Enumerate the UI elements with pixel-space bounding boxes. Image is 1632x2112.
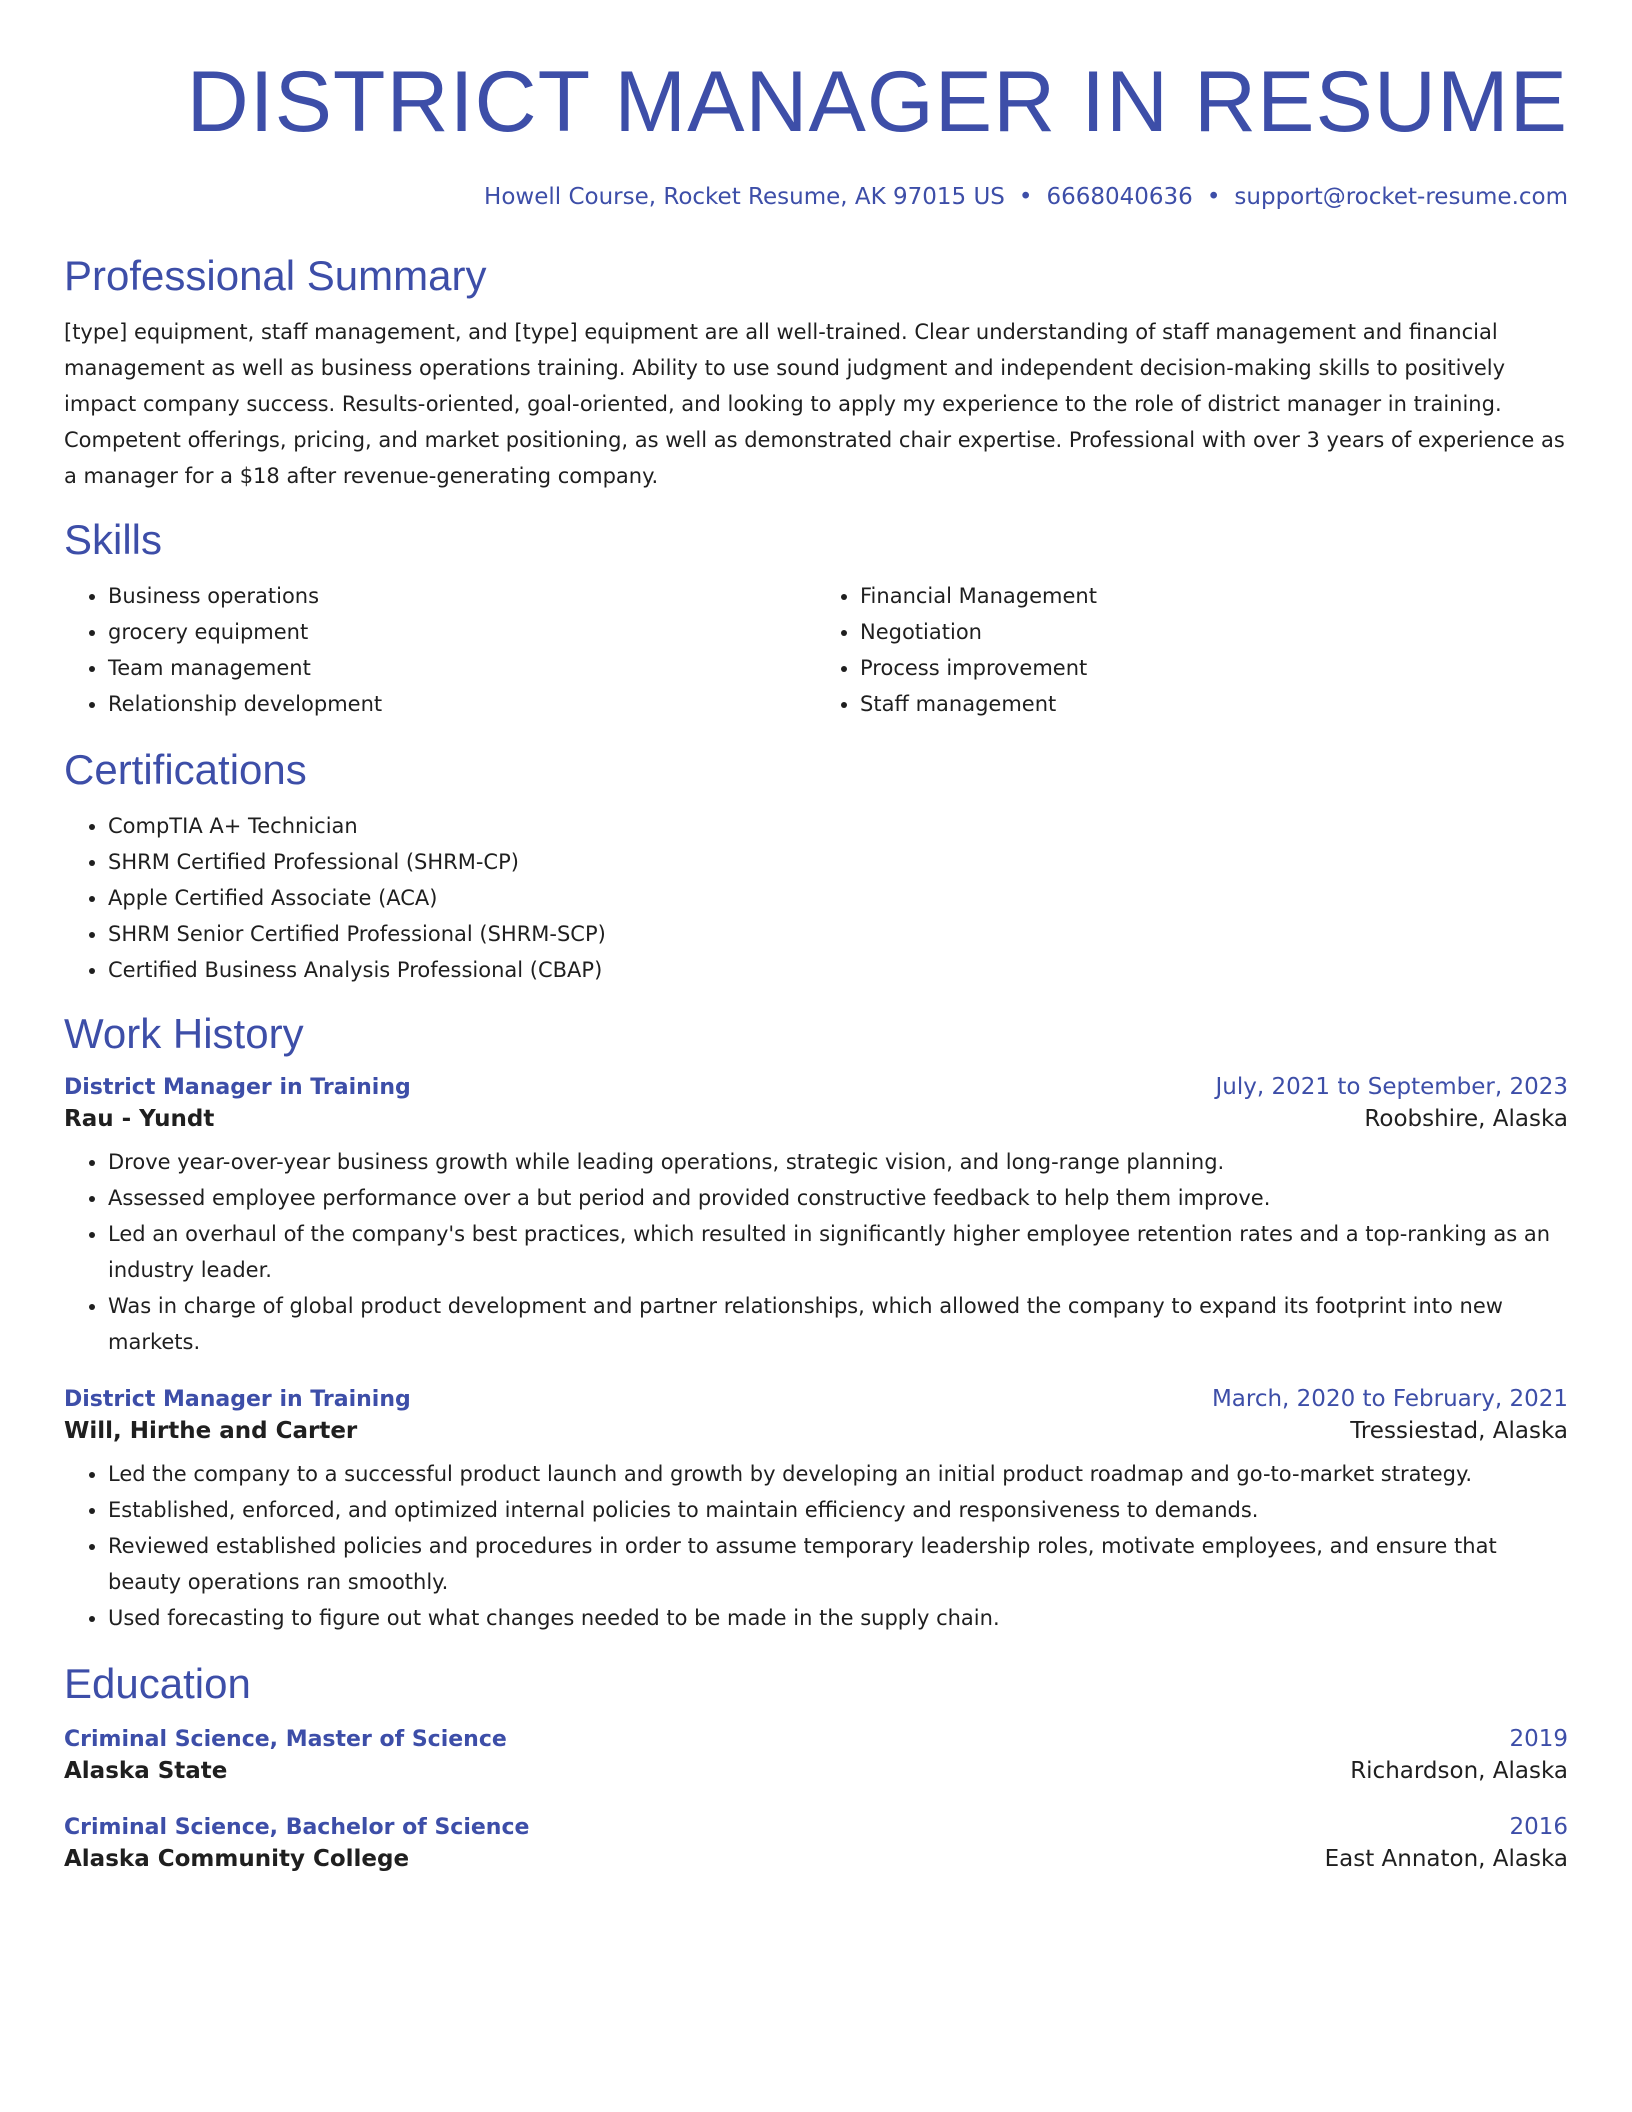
job-entry: [64, 1074, 1568, 1360]
education-year: 2019: [1509, 1726, 1568, 1752]
skills-column-right: [816, 578, 1568, 722]
job-bullet: • Drove year-over-year business growth while leading operations, strategic vision, and long-range planning.: [108, 1144, 1568, 1180]
contact-separator: •: [1018, 184, 1033, 210]
contact-phone: 6668040636: [1046, 184, 1193, 210]
job-entry: [64, 1386, 1568, 1636]
certification-item: • SHRM Senior Certified Professional (SHRM-SCP): [108, 916, 1568, 952]
education-degree: Criminal Science, Bachelor of Science: [64, 1815, 530, 1840]
skills-title: Skills: [64, 516, 163, 563]
job-location: Roobshire, Alaska: [1364, 1106, 1568, 1132]
education-school: Alaska State: [64, 1758, 228, 1784]
education-year: 2016: [1509, 1814, 1568, 1840]
job-bullet: • Led the company to a successful product launch and growth by developing an initial product roadmap and go-to-market strategy.: [108, 1456, 1568, 1492]
summary-text: [type] equipment, staff management, and [type] equipment are all well-trained. Clear understanding of staff management and financial management as well as business operations training. Ability to use sound judgment and independent decision-making skills to positively impact company success. Results-oriented, goal-oriented, and looking to apply my experience to the role of district manager in training. Competent offerings, pricing, and market positioning, as well as demonstrated chair expertise. Professional with over 3 years of experience as a manager for a $18 after revenue-generating company.: [64, 320, 1565, 488]
certification-item: • SHRM Certified Professional (SHRM-CP): [108, 844, 1568, 880]
skill-item: • Staff management: [860, 686, 1568, 722]
job-company: Will, Hirthe and Carter: [64, 1418, 358, 1444]
job-subheader: [64, 1106, 1568, 1132]
skill-item: • Team management: [108, 650, 816, 686]
job-bullet: • Established, enforced, and optimized internal policies to maintain efficiency and responsiveness to demands.: [108, 1492, 1568, 1528]
job-bullets: [64, 1144, 1568, 1360]
job-bullet: • Was in charge of global product development and partner relationships, which allowed the company to expand its footprint into new markets.: [108, 1288, 1568, 1360]
skill-item: • Financial Management: [860, 578, 1568, 614]
job-header: [64, 1386, 1568, 1412]
education-header: [64, 1814, 1568, 1840]
education-location: Richardson, Alaska: [1350, 1758, 1568, 1784]
education-entry: [64, 1814, 1568, 1872]
contact-line: [64, 180, 1568, 214]
job-subheader: [64, 1418, 1568, 1444]
job-company: Rau - Yundt: [64, 1106, 215, 1132]
education-degree: Criminal Science, Master of Science: [64, 1727, 507, 1752]
job-bullet: • Reviewed established policies and procedures in order to assume temporary leadership roles, motivate employees, and ensure that beauty operations ran smoothly.: [108, 1528, 1568, 1600]
education-subheader: [64, 1758, 1568, 1784]
work-history-title: Work History: [64, 1010, 304, 1057]
certifications-list: [64, 808, 1568, 988]
job-location: Tressiestad, Alaska: [1350, 1418, 1568, 1444]
certification-item: • Certified Business Analysis Professional (CBAP): [108, 952, 1568, 988]
summary-title: Professional Summary: [64, 252, 487, 299]
skills-list: [64, 578, 1568, 722]
job-bullet: • Led an overhaul of the company's best practices, which resulted in significantly higher employee retention rates and a top-ranking as an industry leader.: [108, 1216, 1568, 1288]
job-dates: March, 2020 to February, 2021: [1211, 1386, 1568, 1412]
education-title: Education: [64, 1660, 251, 1707]
skill-item: • Relationship development: [108, 686, 816, 722]
skill-item: • Process improvement: [860, 650, 1568, 686]
education-entry: [64, 1726, 1568, 1784]
contact-address: Howell Course, Rocket Resume, AK 97015 US: [484, 184, 1005, 210]
resume-name: DISTRICT MANAGER IN RESUME: [186, 54, 1568, 150]
skill-item: • Business operations: [108, 578, 816, 614]
contact-email: support@rocket-resume.com: [1234, 184, 1568, 210]
certification-item: • CompTIA A+ Technician: [108, 808, 1568, 844]
job-title: District Manager in Training: [64, 1075, 411, 1100]
job-dates: July, 2021 to September, 2023: [1215, 1074, 1568, 1100]
skills-column-left: [64, 578, 816, 722]
skill-item: • Negotiation: [860, 614, 1568, 650]
job-header: [64, 1074, 1568, 1100]
contact-separator: •: [1206, 184, 1221, 210]
education-subheader: [64, 1846, 1568, 1872]
certifications-title: Certifications: [64, 746, 307, 793]
skill-item: • grocery equipment: [108, 614, 816, 650]
job-bullet: • Assessed employee performance over a but period and provided constructive feedback to help them improve.: [108, 1180, 1568, 1216]
certification-item: • Apple Certified Associate (ACA): [108, 880, 1568, 916]
education-school: Alaska Community College: [64, 1846, 410, 1872]
job-bullet: • Used forecasting to figure out what changes needed to be made in the supply chain.: [108, 1600, 1568, 1636]
job-bullets: [64, 1456, 1568, 1636]
education-location: East Annaton, Alaska: [1324, 1846, 1568, 1872]
education-header: [64, 1726, 1568, 1752]
job-title: District Manager in Training: [64, 1387, 411, 1412]
